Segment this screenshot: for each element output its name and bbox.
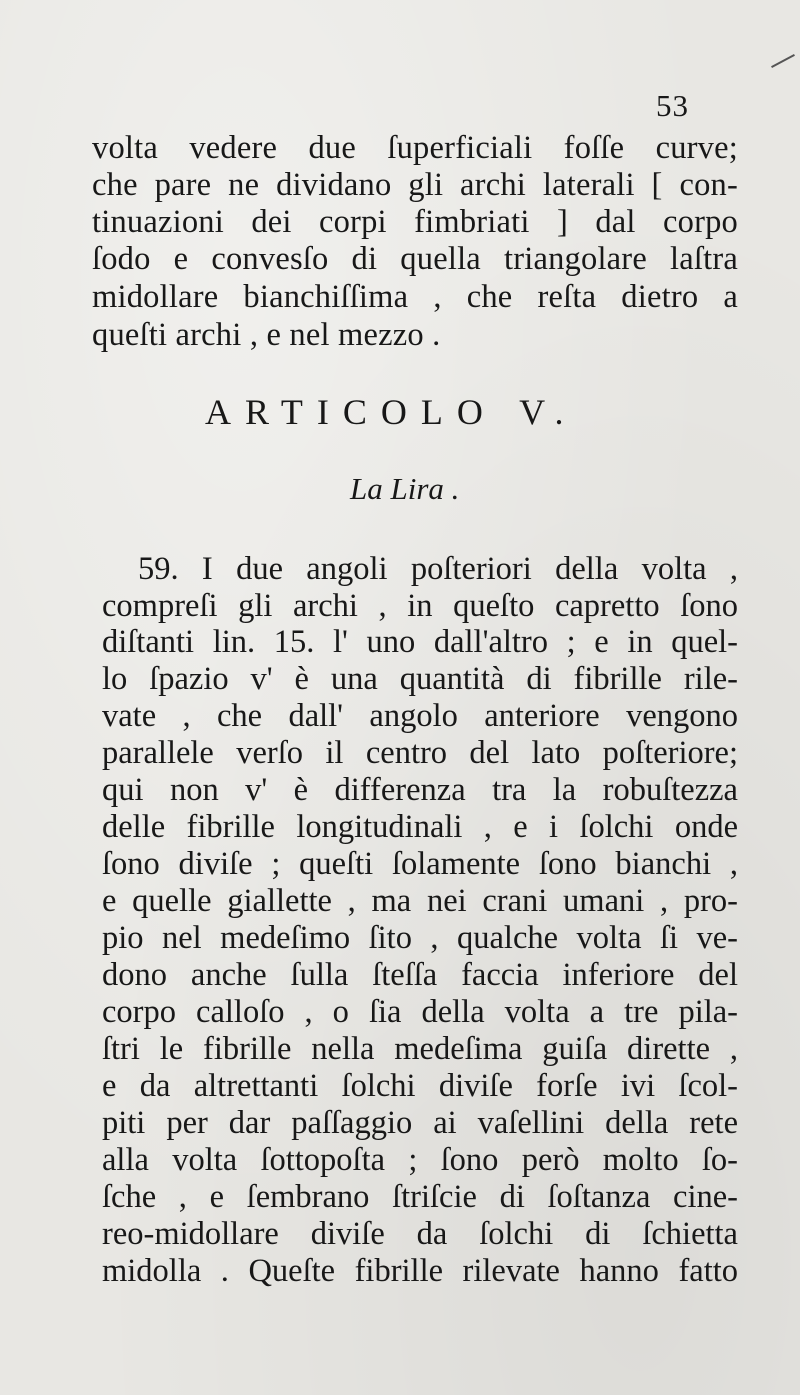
paragraph-line: vate , che dall' angolo anteriore vengono bbox=[102, 698, 738, 734]
paragraph-line: alla volta ſottopoſta ; ſono però molto ſo- bbox=[102, 1142, 738, 1178]
paragraph-line: dono anche ſulla ſteſſa faccia inferiore del bbox=[102, 957, 738, 993]
page-number: 53 bbox=[656, 88, 689, 123]
section-title: La Lira . bbox=[350, 471, 460, 506]
text-line: che pare ne dividano gli archi laterali [ con- bbox=[92, 167, 738, 203]
paragraph-line: e quelle giallette , ma nei crani umani , pro- bbox=[102, 883, 738, 919]
paragraph-line: reo-midollare diviſe da ſolchi di ſchietta bbox=[102, 1216, 738, 1252]
paragraph-line: corpo calloſo , o ſia della volta a tre pila- bbox=[102, 994, 738, 1030]
text-line: tinuazioni dei corpi fimbriati ] dal corpo bbox=[92, 204, 738, 240]
paragraph-line: ſtri le fibrille nella medeſima guiſa dirette , bbox=[102, 1031, 738, 1067]
paragraph-line: lo ſpazio v' è una quantità di fibrille rile- bbox=[102, 661, 738, 697]
text-line: queſti archi , e nel mezzo . bbox=[92, 317, 441, 353]
paragraph-line: ſono diviſe ; queſti ſolamente ſono bianchi , bbox=[102, 846, 738, 882]
text-line: ſodo e convesſo di quella triangolare laſtra bbox=[92, 241, 738, 277]
paragraph-line: ſche , e ſembrano ſtriſcie di ſoſtanza cine- bbox=[102, 1179, 738, 1215]
text-line: volta vedere due ſuperficiali foſſe curve; bbox=[92, 130, 738, 166]
text-line: midollare bianchiſſima , che reſta dietro a bbox=[92, 279, 738, 315]
article-heading: ARTICOLO V. bbox=[205, 392, 578, 432]
paragraph-line: midolla . Queſte fibrille rilevate hanno fatto bbox=[102, 1253, 738, 1289]
paragraph-line: 59. I due angoli poſteriori della volta , bbox=[138, 551, 738, 587]
paragraph-line: delle fibrille longitudinali , e i ſolchi onde bbox=[102, 809, 738, 845]
margin-mark bbox=[771, 54, 795, 68]
paragraph-line: pio nel medeſimo ſito , qualche volta ſi ve- bbox=[102, 920, 738, 956]
paragraph-line: qui non v' è differenza tra la robuſtezza bbox=[102, 772, 738, 808]
paragraph-line: e da altrettanti ſolchi diviſe forſe ivi ſcol- bbox=[102, 1068, 738, 1104]
paragraph-line: compreſi gli archi , in queſto capretto ſono bbox=[102, 588, 738, 624]
paragraph-line: parallele verſo il centro del lato poſteriore; bbox=[102, 735, 738, 771]
paragraph-line: piti per dar paſſaggio ai vaſellini della rete bbox=[102, 1105, 738, 1141]
paragraph-line: diſtanti lin. 15. l' uno dall'altro ; e in quel- bbox=[102, 624, 738, 660]
